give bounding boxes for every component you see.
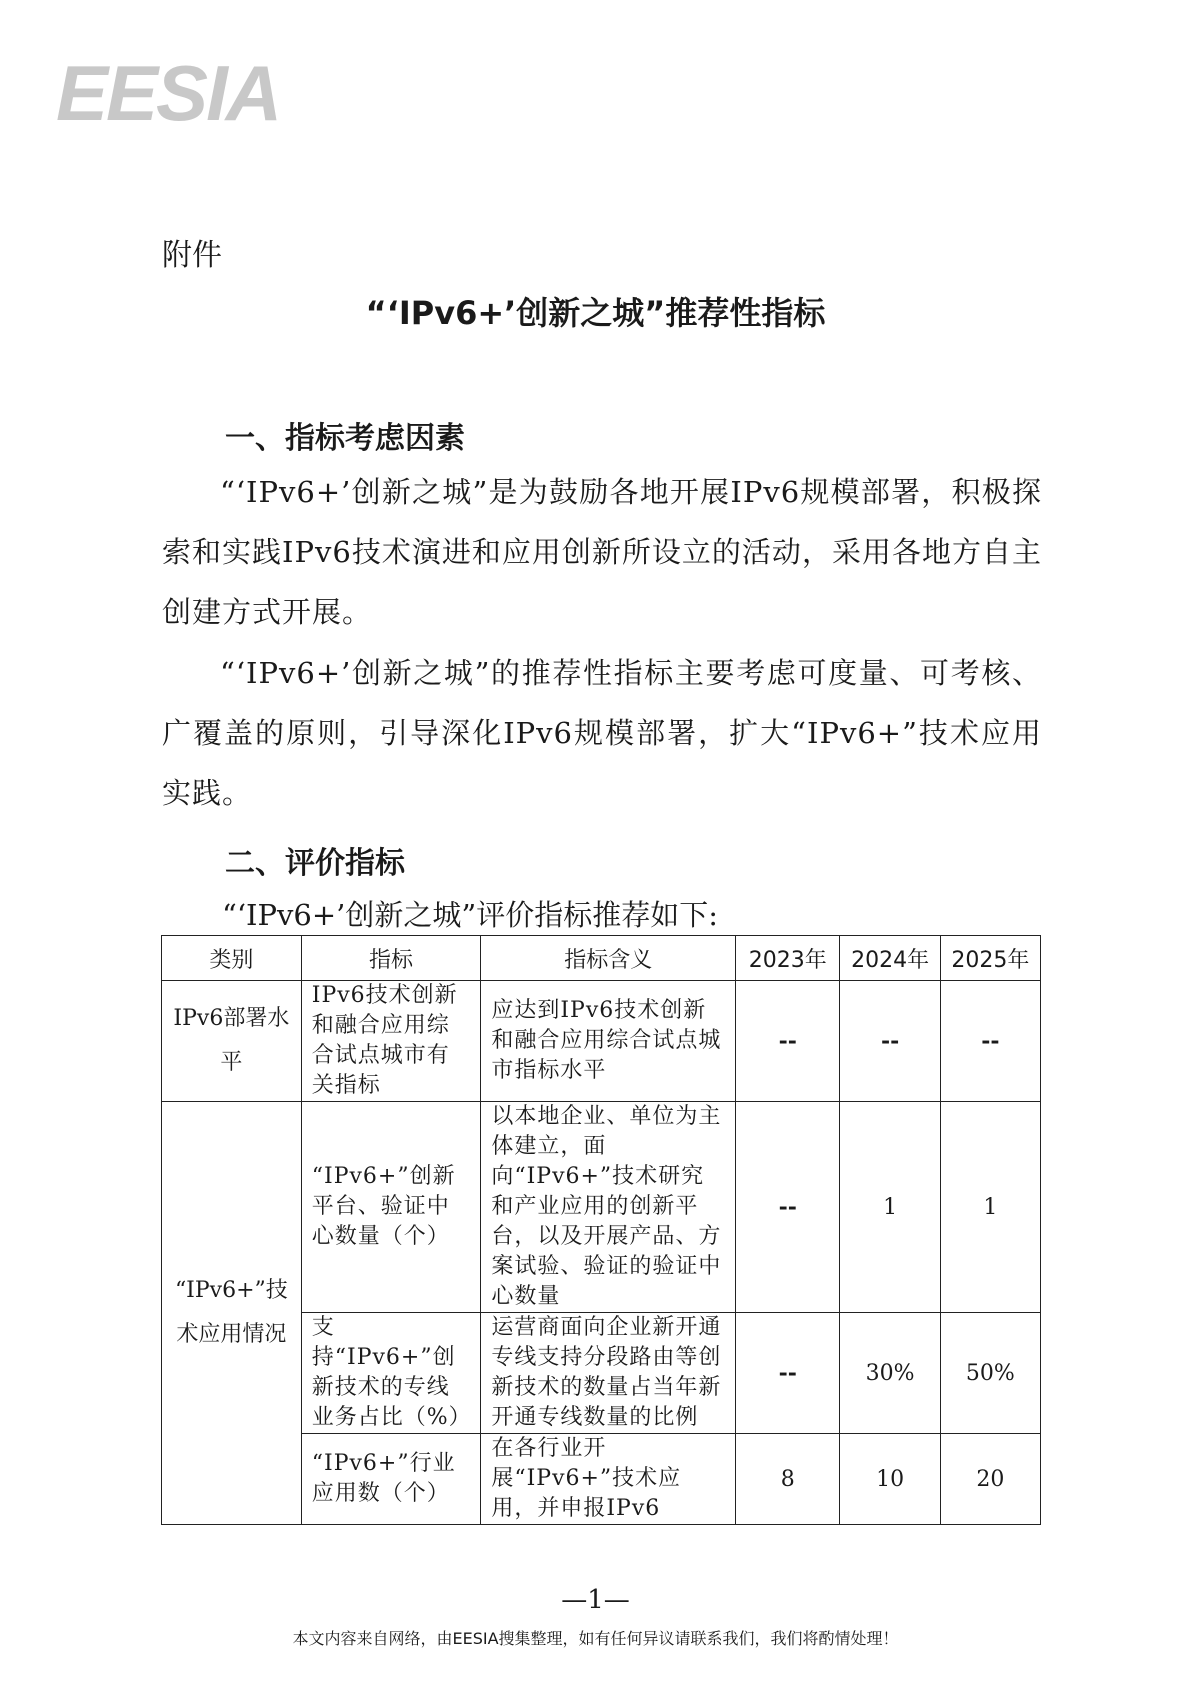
value-2023: 8: [736, 1434, 840, 1525]
value-2025: 50%: [940, 1313, 1040, 1434]
header-meaning: 指标含义: [481, 936, 736, 981]
header-2024: 2024年: [840, 936, 940, 981]
table-row: [162, 981, 1041, 1102]
value-2024: 30%: [840, 1313, 940, 1434]
value-2023: --: [736, 1313, 840, 1434]
meaning-cell: 运营商面向企业新开通专线支持分段路由等创新技术的数量占当年新开通专线数量的比例: [481, 1313, 736, 1434]
value-2024: 1: [840, 1102, 940, 1313]
meaning-cell: 在各行业开展“IPv6+”技术应用，并申报IPv6: [481, 1434, 736, 1525]
value-2024: 10: [840, 1434, 940, 1525]
category-cell: “IPv6+”技术应用情况: [162, 1102, 302, 1525]
indicator-cell: “IPv6+”创新平台、验证中心数量（个）: [301, 1102, 481, 1313]
indicator-table: [161, 935, 1041, 1525]
table-caption: “‘IPv6+’创新之城”评价指标推荐如下:: [222, 898, 718, 932]
section-heading-indicators: 二、评价指标: [225, 846, 405, 881]
meaning-cell: 应达到IPv6技术创新和融合应用综合试点城市指标水平: [481, 981, 736, 1102]
page-number: —1—: [561, 1585, 630, 1615]
table-header-row: [162, 936, 1041, 981]
category-cell: IPv6部署水平: [162, 981, 302, 1102]
footer-disclaimer: 本文内容来自网络，由EESIA搜集整理，如有任何异议请联系我们，我们将酌情处理！: [292, 1629, 899, 1648]
paragraph-intro: “‘IPv6+’创新之城”是为鼓励各地开展IPv6规模部署，积极探索和实践IPv6技术演进和应用创新所设立的活动，采用各地方自主创建方式开展。: [162, 475, 1042, 629]
header-indicator: 指标: [301, 936, 481, 981]
eesia-logo: EESIA: [56, 49, 281, 137]
document-title: “‘IPv6+’创新之城”推荐性指标: [365, 294, 826, 332]
value-2025: 1: [940, 1102, 1040, 1313]
header-category: 类别: [162, 936, 302, 981]
header-2025: 2025年: [940, 936, 1040, 981]
indicator-cell: IPv6技术创新和融合应用综合试点城市有关指标: [301, 981, 481, 1102]
table-row: [162, 1102, 1041, 1313]
indicator-cell: 支持“IPv6+”创新技术的专线业务占比（%）: [301, 1313, 481, 1434]
value-2023: --: [736, 981, 840, 1102]
value-2025: 20: [940, 1434, 1040, 1525]
attachment-label: 附件: [162, 238, 222, 273]
value-2024: --: [840, 981, 940, 1102]
section-heading-factors: 一、指标考虑因素: [225, 421, 465, 456]
paragraph-principles: “‘IPv6+’创新之城”的推荐性指标主要考虑可度量、可考核、广覆盖的原则，引导深化IPv6规模部署，扩大“IPv6+”技术应用实践。: [162, 656, 1042, 810]
value-2023: --: [736, 1102, 840, 1313]
value-2025: --: [940, 981, 1040, 1102]
indicator-cell: “IPv6+”行业应用数（个）: [301, 1434, 481, 1525]
header-2023: 2023年: [736, 936, 840, 981]
meaning-cell: 以本地企业、单位为主体建立，面向“IPv6+”技术研究和产业应用的创新平台，以及开展产品、方案试验、验证的验证中心数量: [481, 1102, 736, 1313]
